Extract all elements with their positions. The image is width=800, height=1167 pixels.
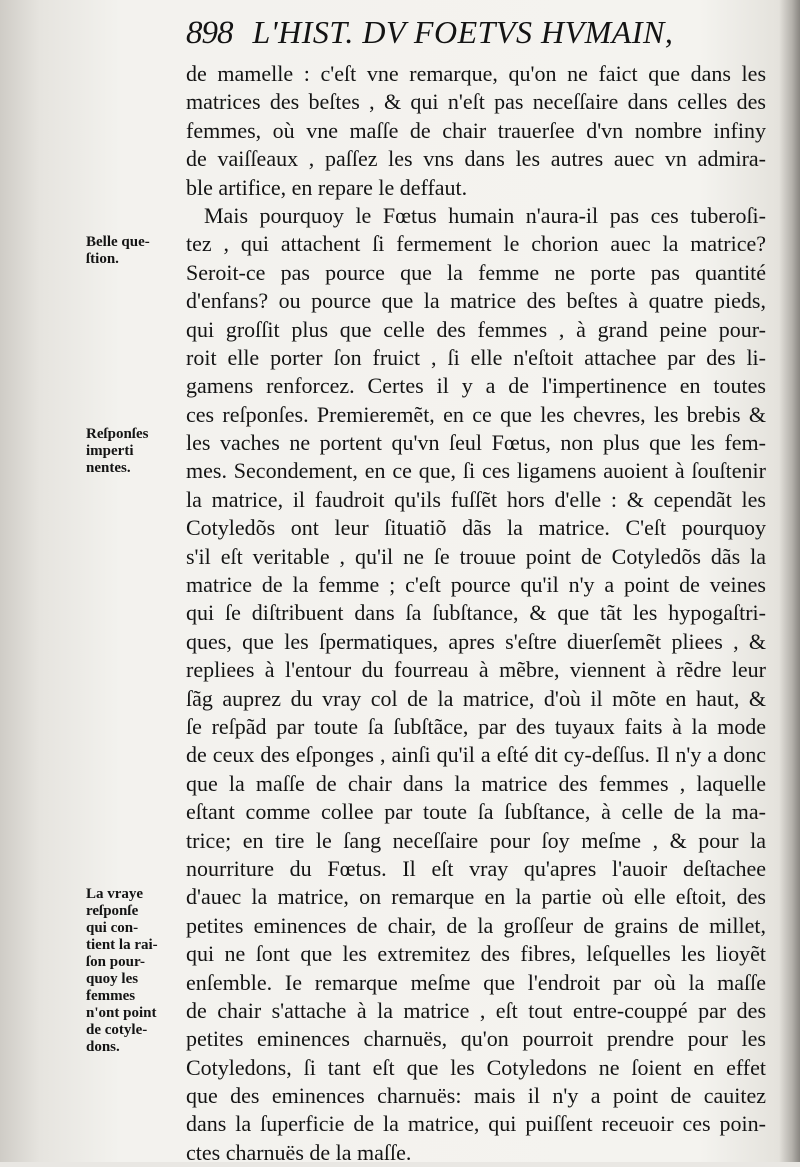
text-line: Mais pourquoy le Fœtus humain n'aura-il pas ces tuberoſi- (204, 202, 766, 228)
text-line: ces reſponſes. Premieremẽt, en ce que les chevres, les brebis & (186, 401, 766, 427)
text-line: ques, que les ſpermatiques, apres s'eſtre diuerſemẽt pliees , & (186, 628, 766, 654)
margin-note-line: n'ont point (86, 1005, 157, 1021)
margin-note-line: tient la rai- (86, 937, 158, 953)
page-header (186, 14, 746, 62)
text-line: enſemble. Ie remarque meſme que l'endroit par où la maſſe (186, 969, 766, 995)
text-line: gamens renforcez. Certes il y a de l'impertinence en toutes (186, 373, 766, 399)
text-line: qui ne ſont que les extremitez des fibres, leſquelles les lioyẽt (186, 941, 766, 967)
margin-note-line: imperti (86, 443, 134, 459)
margin-note-line: quoy les (86, 971, 139, 987)
text-line: roit elle porter ſon fruict , ſi elle n'eſtoit attachee par des li- (186, 344, 766, 370)
running-title: L'HIST. DV FOETVS HVMAIN, (252, 14, 674, 50)
text-line: femmes, où vne maſſe de chair trauerſee d'vn nombre infiny (186, 117, 766, 143)
text-line: que des eminences charnuës: mais il n'y a point de cauitez (186, 1083, 766, 1109)
margin-note (86, 426, 176, 477)
text-line: ble artifice, en repare le deffaut. (186, 174, 468, 200)
text-line: petites eminences de chair, de la groſſeur de grains de millet, (186, 912, 766, 938)
text-line: repliees à l'entour du fourreau à mẽbre, viennent à rẽdre leur (186, 657, 766, 683)
text-line: d'auec la matrice, on remarque en la partie où elle eſtoit, des (186, 884, 766, 910)
margin-note-line: La vraye (86, 886, 144, 902)
margin-note-line: de cotyle- (86, 1022, 148, 1038)
margin-note-line: dons. (86, 1039, 120, 1055)
margin-note-line: Belle que- (86, 234, 150, 250)
gutter-shadow (778, 0, 800, 1162)
margin-note-line: nentes. (86, 460, 131, 476)
text-line: eſtant comme collee par toute ſa ſubſtance, à celle de la ma- (186, 799, 766, 825)
text-line: que la maſſe de chair dans la matrice des femmes , laquelle (186, 770, 766, 796)
main-text-block (186, 60, 766, 1167)
text-line: de ceux des eſponges , ainſi qu'il a eſté dit cy-deſſus. Il n'y a donc (186, 742, 766, 768)
text-line: ctes charnuës de la maſſe. (186, 1139, 412, 1165)
text-line: Cotyledõs ont leur ſituatiõ dãs la matrice. C'eſt pourquoy (186, 515, 766, 541)
margin-note (86, 886, 176, 1056)
text-line: nourriture du Fœtus. Il eſt vray qu'apres l'auoir deſtachee (186, 855, 766, 881)
text-line: d'enfans? ou pource que la matrice des beſtes à quatre pieds, (186, 288, 766, 314)
text-line: petites eminences charnuës, qu'on pourroit prendre pour les (186, 1026, 766, 1052)
text-line: qui ſe diſtribuent dans ſa ſubſtance, & que tãt les hypogaſtri- (186, 600, 766, 626)
text-line: de chair s'attache à la matrice , eſt tout entre-couppé par des (186, 997, 766, 1023)
text-line: la matrice, il faudroit qu'ils fuſſẽt hors d'elle : & cependãt les (186, 486, 766, 512)
text-line: de vaiſſeaux , paſſez les vns dans les autres auec vn admira- (186, 146, 766, 172)
text-line: matrices des beſtes , & qui n'eſt pas neceſſaire dans celles des (186, 89, 766, 115)
text-line: s'il eſt veritable , qu'il ne ſe trouue point de Cotyledõs dãs la (186, 543, 766, 569)
margin-note-line: reſponſe (86, 903, 139, 919)
text-line: trice; en tire le ſang neceſſaire pour ſoy meſme , & pour la (186, 827, 766, 853)
text-line: ſe reſpãd par toute ſa ſubſtãce, par des tuyaux faits à la mode (186, 713, 766, 739)
text-line: matrice de la femme ; c'eſt pource qu'il n'y a point de veines (186, 572, 766, 598)
text-line: qui groſſit plus que celle des femmes , à grand peine pour- (186, 316, 766, 342)
text-line: ſãg auprez du vray col de la matrice, d'où il mõte en haut, & (186, 685, 766, 711)
text-line: tez , qui attachent ſi fermement le chorion auec la matrice? (186, 231, 766, 257)
page-number: 898 (186, 15, 233, 51)
margin-note-line: ſon pour- (86, 954, 146, 970)
margin-note-line: femmes (86, 988, 136, 1004)
text-line: Cotyledons, ſi tant eſt que les Cotyledons ne ſoient en effet (186, 1054, 766, 1080)
margin-note-line: Reſponſes (86, 426, 149, 442)
margin-note (86, 234, 176, 268)
margin-note-line: qui con- (86, 920, 139, 936)
text-line: Seroit-ce pas pource que la femme ne porte pas quantité (186, 259, 766, 285)
text-line: mes. Secondement, en ce que, ſi ces ligamens auoient à ſouſtenir (186, 458, 766, 484)
text-line: dans la ſuperficie de la matrice, qui puiſſent receuoir ces poin- (186, 1111, 766, 1137)
text-line: de mamelle : c'eſt vne remarque, qu'on ne faict que dans les (186, 61, 766, 86)
text-line: les vaches ne portent qu'vn ſeul Fœtus, non plus que les fem- (186, 430, 766, 456)
margin-note-line: ſtion. (86, 251, 119, 267)
